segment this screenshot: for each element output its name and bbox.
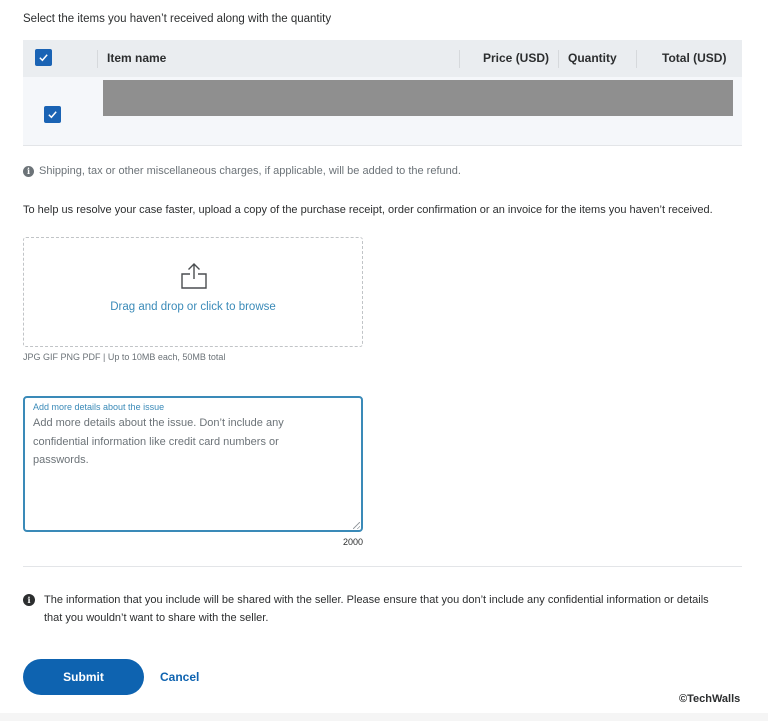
section-divider [23, 566, 742, 567]
column-header-total: Total (USD) [662, 51, 727, 65]
redacted-item-details [103, 80, 733, 116]
info-icon: i [23, 594, 35, 606]
details-label: Add more details about the issue [33, 402, 165, 412]
column-header-item-name: Item name [107, 51, 167, 65]
column-divider [558, 50, 559, 68]
checkmark-icon [47, 109, 58, 120]
shipping-note-text: Shipping, tax or other miscellaneous charges, if applicable, will be added to the refund. [39, 165, 461, 177]
bottom-strip [0, 713, 768, 721]
file-type-hint: JPG GIF PNG PDF | Up to 10MB each, 50MB total [23, 352, 226, 362]
select-all-checkbox[interactable] [35, 49, 52, 66]
items-table-header [23, 40, 742, 77]
upload-icon [179, 262, 209, 290]
items-table [23, 40, 742, 146]
seller-share-note [23, 591, 723, 627]
character-count: 2000 [342, 537, 363, 547]
column-header-price: Price (USD) [483, 51, 550, 65]
file-dropzone[interactable] [23, 237, 363, 347]
column-divider [459, 50, 460, 68]
resize-handle[interactable] [353, 522, 360, 529]
column-header-quantity: Quantity [568, 51, 617, 65]
watermark: ©TechWalls [679, 693, 741, 705]
checkmark-icon [38, 52, 49, 63]
browse-link[interactable]: Drag and drop or click to browse [110, 301, 276, 313]
details-textarea[interactable] [23, 396, 363, 532]
submit-button[interactable]: Submit [23, 659, 144, 695]
seller-note-text: The information that you include will be shared with the seller. Please ensure that you don’t include any confidential information or details that you wouldn’t want to share with the seller. [44, 594, 709, 624]
item-row-checkbox[interactable] [44, 106, 61, 123]
column-divider [636, 50, 637, 68]
shipping-note [23, 165, 461, 177]
upload-help-text: To help us resolve your case faster, upload a copy of the purchase receipt, order confirmation or an invoice for the items you haven’t received. [23, 204, 713, 216]
info-icon: i [23, 166, 34, 177]
cancel-link[interactable]: Cancel [160, 670, 200, 684]
items-instruction: Select the items you haven’t received along with the quantity [23, 13, 332, 25]
details-placeholder: Add more details about the issue. Don’t include any confidential information like credit card numbers or passwords. [33, 417, 284, 466]
column-divider [97, 50, 98, 68]
